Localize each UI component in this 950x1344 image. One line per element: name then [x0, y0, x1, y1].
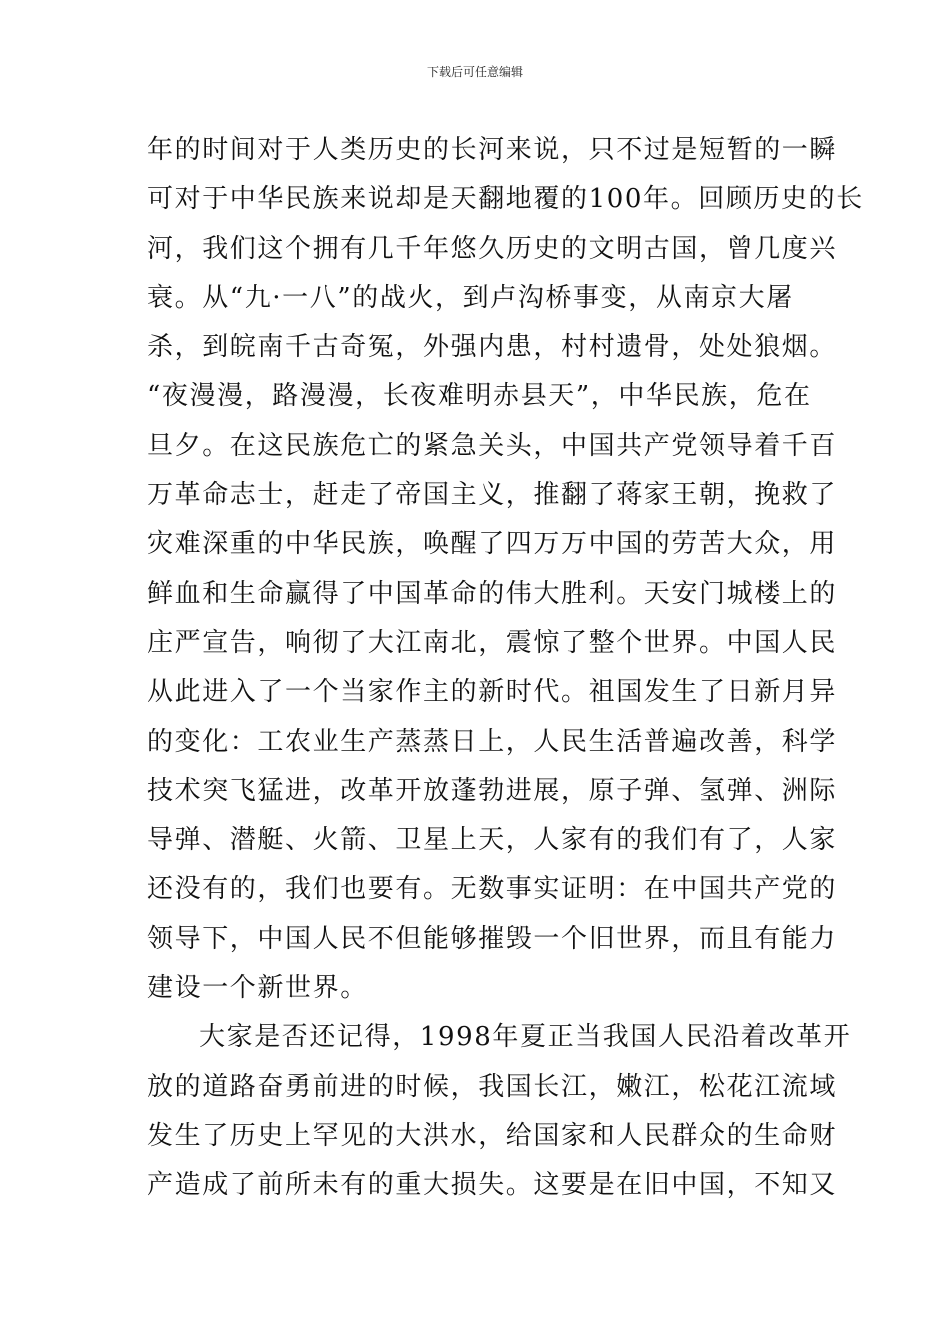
text-line: 可对于中华民族来说却是天翻地覆的100年。回顾历史的长 — [147, 184, 864, 215]
paragraph-1 — [147, 126, 864, 1013]
text-line: 大家是否还记得，1998年夏正当我国人民沿着改革开 — [199, 1022, 852, 1053]
text-line: 杀，到皖南千古奇冤，外强内患，村村遗骨，处处狼烟。 — [147, 332, 838, 363]
text-line: 从此进入了一个当家作主的新时代。祖国发生了日新月异 — [147, 677, 838, 708]
text-line: 技术突飞猛进，改革开放蓬勃进展，原子弹、氢弹、洲际 — [147, 775, 838, 806]
text-line: 旦夕。在这民族危亡的紧急关头，中国共产党领导着千百 — [147, 430, 838, 461]
paragraph-2 — [147, 1013, 852, 1210]
text-line: “夜漫漫，路漫漫，长夜难明赤县天”，中华民族，危在 — [147, 381, 812, 412]
text-line: 庄严宣告，响彻了大江南北，震惊了整个世界。中国人民 — [147, 627, 838, 658]
text-line: 灾难深重的中华民族，唤醒了四万万中国的劳苦大众，用 — [147, 529, 838, 560]
text-line: 的变化：工农业生产蒸蒸日上，人民生活普遍改善，科学 — [147, 726, 838, 757]
text-line: 鲜血和生命赢得了中国革命的伟大胜利。天安门城楼上的 — [147, 578, 838, 609]
text-line: 导弹、潜艇、火箭、卫星上天，人家有的我们有了，人家 — [147, 825, 838, 856]
text-line: 建设一个新世界。 — [147, 973, 368, 1004]
text-line: 万革命志士，赶走了帝国主义，推翻了蒋家王朝，挽救了 — [147, 480, 838, 511]
page-header: 下载后可任意编辑 — [426, 65, 523, 79]
text-line: 放的道路奋勇前进的时候，我国长江，嫩江，松花江流域 — [147, 1071, 838, 1102]
body-text — [147, 126, 864, 1211]
text-line: 产造成了前所未有的重大损失。这要是在旧中国，不知又 — [147, 1170, 838, 1201]
text-line: 还没有的，我们也要有。无数事实证明：在中国共产党的 — [147, 874, 838, 905]
text-line: 年的时间对于人类历史的长河来说，只不过是短暂的一瞬 — [147, 135, 838, 165]
text-line: 衰。从“九·一八”的战火，到卢沟桥事变，从南京大屠 — [147, 282, 794, 313]
text-line: 发生了历史上罕见的大洪水，给国家和人民群众的生命财 — [147, 1120, 838, 1151]
text-line: 领导下，中国人民不但能够摧毁一个旧世界，而且有能力 — [147, 923, 838, 954]
text-line: 河，我们这个拥有几千年悠久历史的文明古国，曾几度兴 — [147, 233, 838, 264]
